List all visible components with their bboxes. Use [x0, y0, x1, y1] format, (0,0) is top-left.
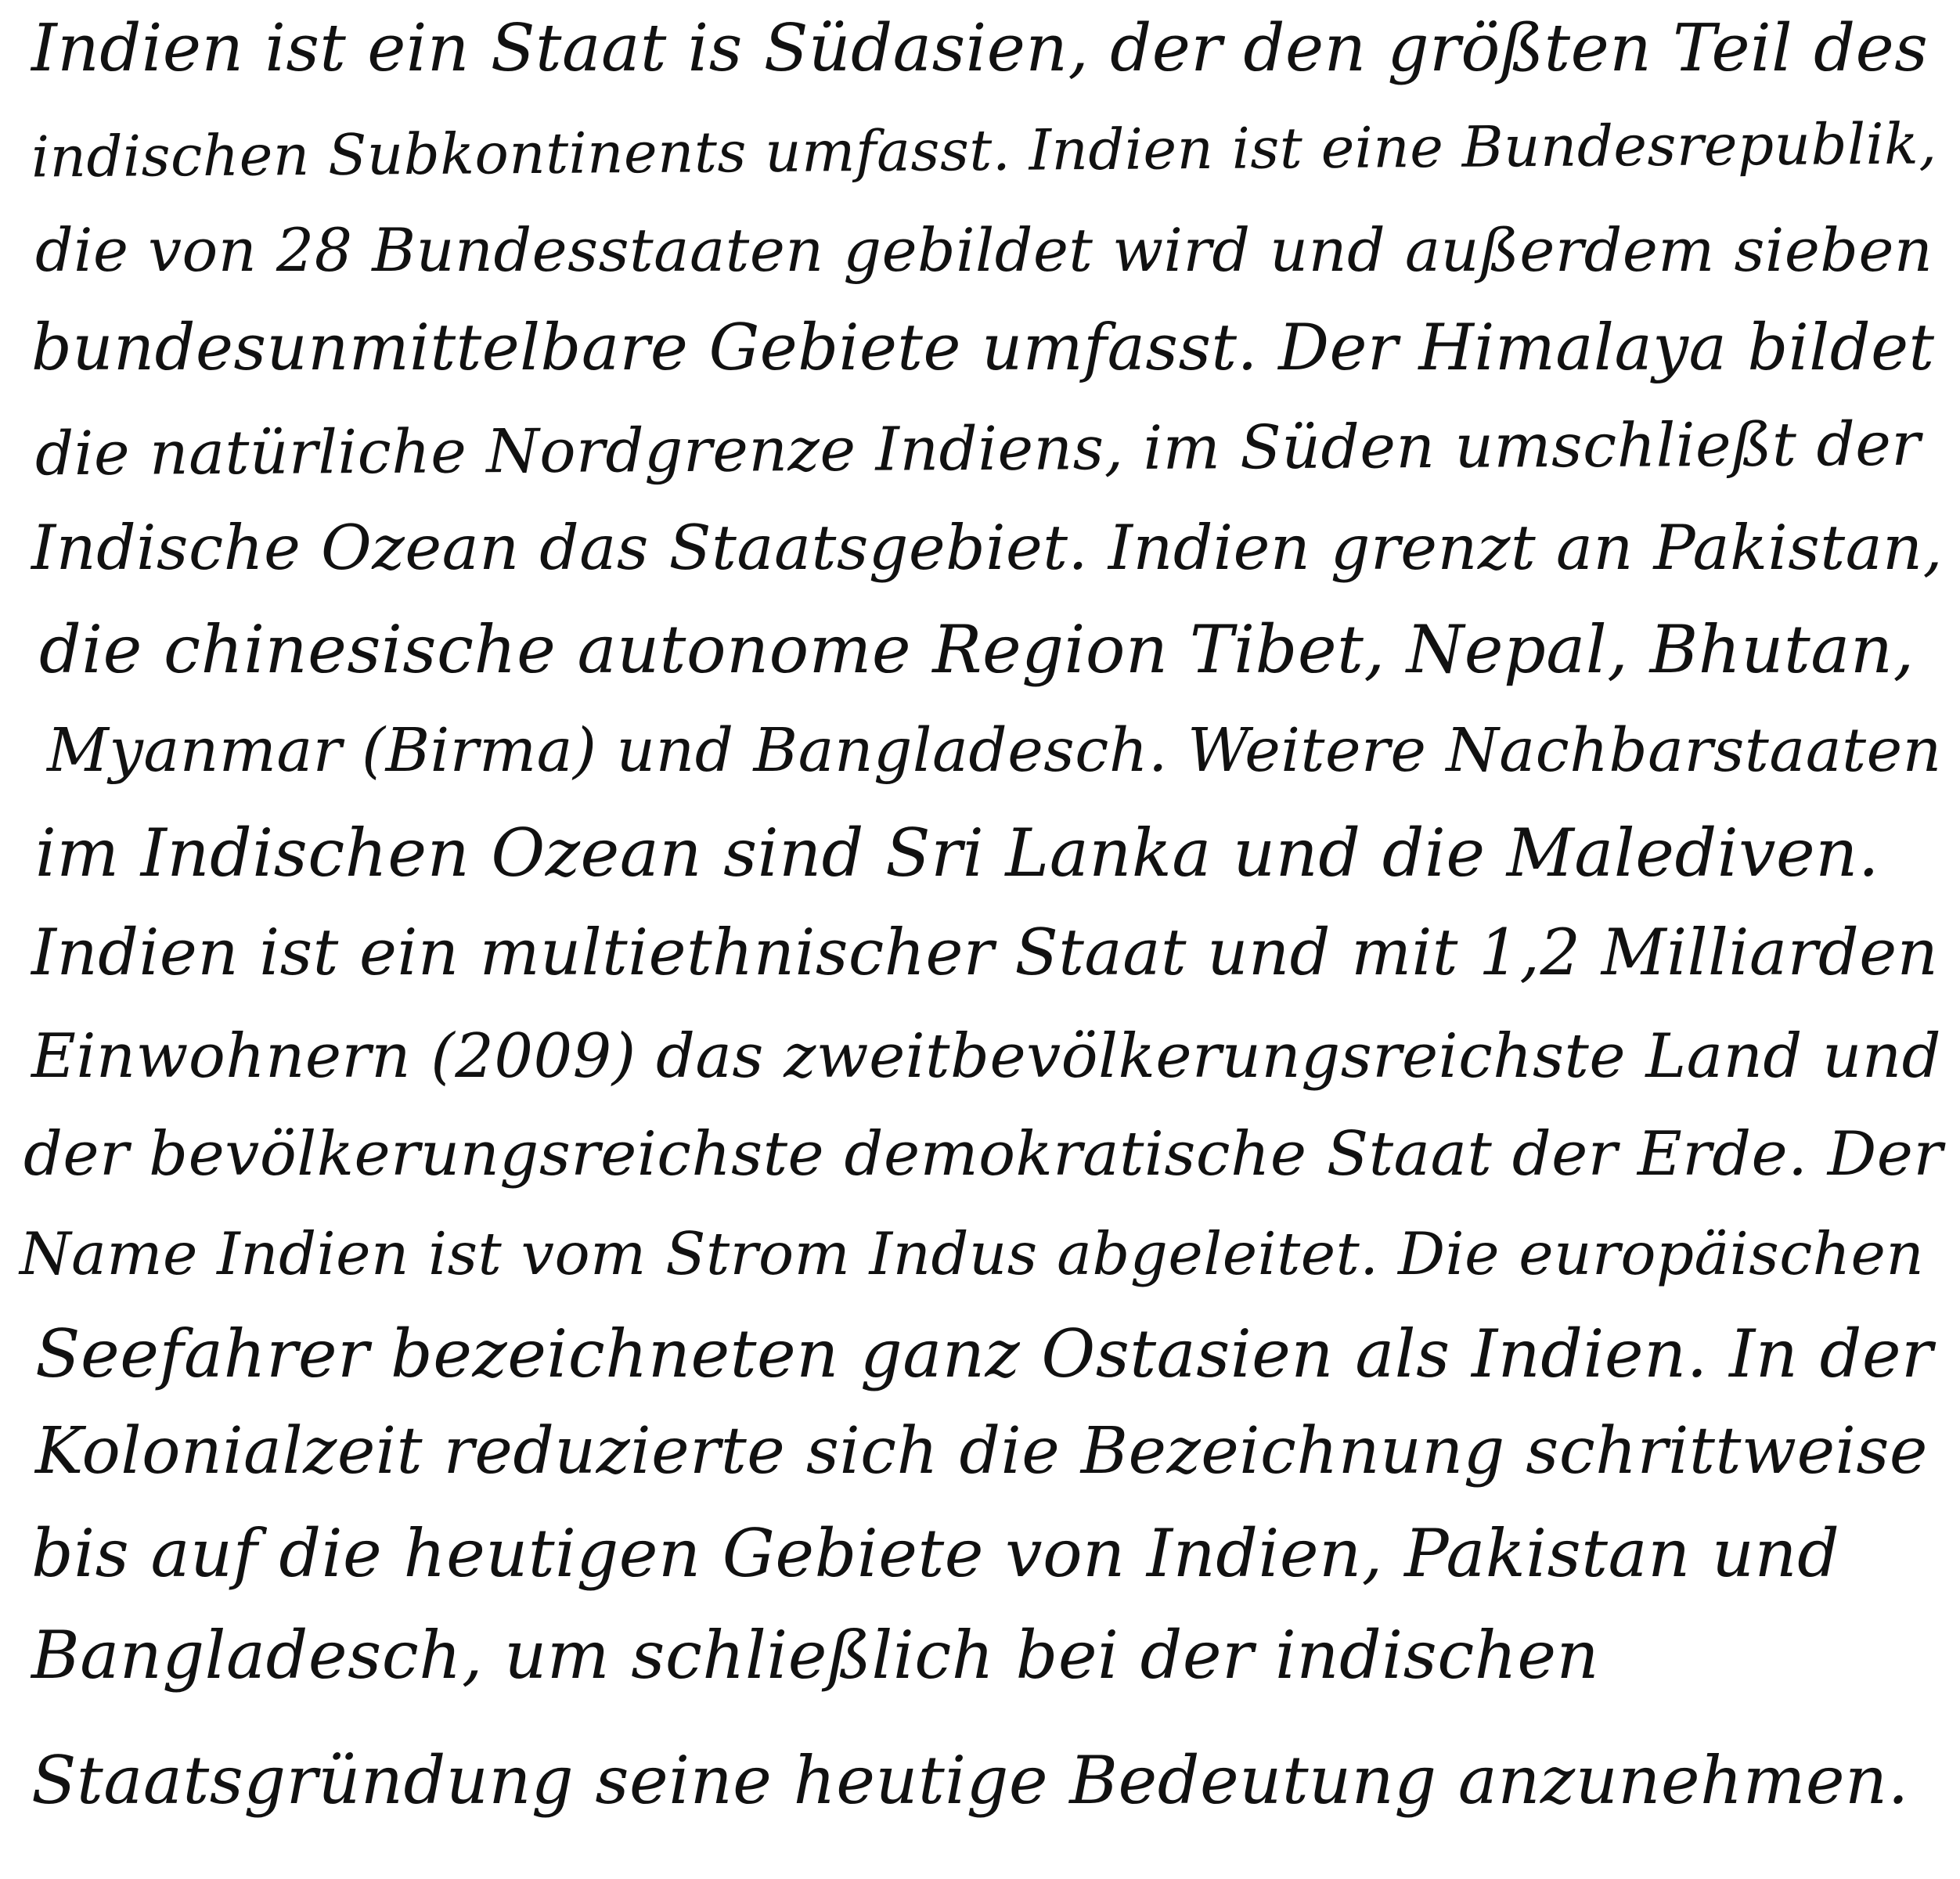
- text-line-10: Indien ist ein multiethnischer Staat und mit 1,2 Milliarden: [31, 916, 1939, 990]
- text-line-5: die natürliche Nordgrenze Indiens, im Süden umschließt der: [34, 409, 1921, 490]
- text-line-7: die chinesische autonome Region Tibet, Nepal, Bhutan,: [39, 611, 1915, 688]
- text-line-8: Myanmar (Birma) und Bangladesch. Weitere Nachbarstaaten: [47, 716, 1942, 786]
- text-line-9: im Indischen Ozean sind Sri Lanka und die Malediven.: [35, 815, 1880, 891]
- text-line-16: bis auf die heutigen Gebiete von Indien, Pakistan und: [31, 1515, 1840, 1592]
- text-line-12: der bevölkerungsreichste demokratische Staat der Erde. Der: [23, 1119, 1944, 1190]
- text-line-11: Einwohnern (2009) das zweitbevölkerungsreichste Land und: [31, 1021, 1942, 1092]
- text-line-4: bundesunmittelbare Gebiete umfasst. Der Himalaya bildet: [31, 311, 1935, 385]
- text-line-3: die von 28 Bundesstaaten gebildet wird und außerdem sieben: [35, 215, 1933, 285]
- text-line-18: Staatsgründung seine heutige Bedeutung anzunehmen.: [31, 1742, 1909, 1819]
- text-line-1: Indien ist ein Staat is Südasien, der den größten Teil des: [31, 10, 1929, 86]
- text-line-6: Indische Ozean das Staatsgebiet. Indien grenzt an Pakistan,: [31, 512, 1944, 584]
- text-line-17: Bangladesch, um schließlich bei der indischen: [31, 1617, 1600, 1694]
- text-line-15: Kolonialzeit reduzierte sich die Bezeichnung schrittweise: [35, 1414, 1928, 1488]
- text-line-2: indischen Subkontinents umfasst. Indien ist eine Bundesrepublik,: [31, 110, 1937, 190]
- text-line-14: Seefahrer bezeichneten ganz Ostasien als Indien. In der: [35, 1316, 1933, 1392]
- text-line-13: Name Indien ist vom Strom Indus abgeleitet. Die europäischen: [20, 1219, 1925, 1288]
